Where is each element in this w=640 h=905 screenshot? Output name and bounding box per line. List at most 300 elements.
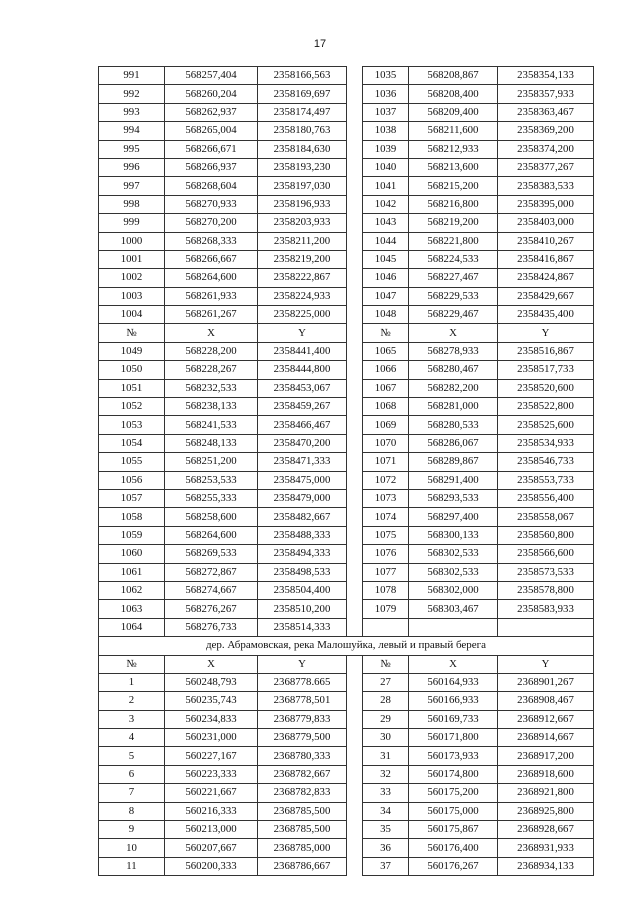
- x-coordinate: 568229,467: [409, 306, 498, 324]
- y-coordinate: 2358444,800: [258, 361, 347, 379]
- table-row: [99, 618, 594, 636]
- column-gap: [347, 379, 363, 397]
- table-row: [99, 729, 594, 747]
- header-x: X: [409, 324, 498, 342]
- point-number: 29: [363, 710, 409, 728]
- x-coordinate: 568282,200: [409, 379, 498, 397]
- y-coordinate: 2358403,000: [498, 214, 594, 232]
- table-row: [99, 765, 594, 783]
- point-number: 37: [363, 857, 409, 875]
- y-coordinate: 2358558,067: [498, 508, 594, 526]
- x-coordinate: 568211,600: [409, 122, 498, 140]
- column-gap: [347, 765, 363, 783]
- x-coordinate: 568238,133: [165, 398, 258, 416]
- point-number: 1046: [363, 269, 409, 287]
- table-row: [99, 453, 594, 471]
- column-gap: [347, 729, 363, 747]
- y-coordinate: 2358475,000: [258, 471, 347, 489]
- point-number: 1067: [363, 379, 409, 397]
- x-coordinate: 568255,333: [165, 489, 258, 507]
- point-number: 1045: [363, 250, 409, 268]
- point-number: 1059: [99, 526, 165, 544]
- y-coordinate: 2358488,333: [258, 526, 347, 544]
- column-gap: [347, 85, 363, 103]
- point-number: 1037: [363, 103, 409, 121]
- point-number: 1061: [99, 563, 165, 581]
- table-row: [99, 802, 594, 820]
- column-gap: [347, 857, 363, 875]
- x-coordinate: 568274,667: [165, 581, 258, 599]
- y-coordinate: 2358169,697: [258, 85, 347, 103]
- y-coordinate: 2358504,400: [258, 581, 347, 599]
- x-coordinate: 560221,667: [165, 784, 258, 802]
- x-coordinate: 568241,533: [165, 416, 258, 434]
- table-row: [99, 361, 594, 379]
- table-row: [99, 122, 594, 140]
- x-coordinate: 568276,733: [165, 618, 258, 636]
- point-number: 1050: [99, 361, 165, 379]
- x-coordinate: 560235,743: [165, 692, 258, 710]
- point-number: 1000: [99, 232, 165, 250]
- table-row: [99, 103, 594, 121]
- point-number: 992: [99, 85, 165, 103]
- header-y: Y: [498, 324, 594, 342]
- point-number: 28: [363, 692, 409, 710]
- header-number: №: [99, 655, 165, 673]
- point-number: 1042: [363, 195, 409, 213]
- x-coordinate: 568286,067: [409, 434, 498, 452]
- x-coordinate: 568266,671: [165, 140, 258, 158]
- x-coordinate: 560175,200: [409, 784, 498, 802]
- column-gap: [347, 600, 363, 618]
- table-row: [99, 710, 594, 728]
- x-coordinate: 560169,733: [409, 710, 498, 728]
- y-coordinate: 2358174,497: [258, 103, 347, 121]
- x-coordinate: 568264,600: [165, 526, 258, 544]
- x-coordinate: 568261,933: [165, 287, 258, 305]
- column-gap: [347, 140, 363, 158]
- table-row: [99, 784, 594, 802]
- column-gap: [347, 324, 363, 342]
- x-coordinate: 568228,267: [165, 361, 258, 379]
- y-coordinate: 2358553,733: [498, 471, 594, 489]
- point-number: 8: [99, 802, 165, 820]
- table-row: [99, 600, 594, 618]
- y-coordinate: 2358441,400: [258, 342, 347, 360]
- point-number: 1004: [99, 306, 165, 324]
- y-coordinate: 2358184,630: [258, 140, 347, 158]
- x-coordinate: 568227,467: [409, 269, 498, 287]
- table-row: [99, 416, 594, 434]
- header-x: X: [165, 324, 258, 342]
- point-number: 1035: [363, 67, 409, 85]
- page-number: 17: [313, 38, 327, 50]
- x-coordinate: 568303,467: [409, 600, 498, 618]
- table-row: [99, 250, 594, 268]
- y-coordinate: 2368912,667: [498, 710, 594, 728]
- point-number: 7: [99, 784, 165, 802]
- point-number: 991: [99, 67, 165, 85]
- x-coordinate: 560234,833: [165, 710, 258, 728]
- y-coordinate: 2358369,200: [498, 122, 594, 140]
- x-coordinate: 568251,200: [165, 453, 258, 471]
- x-coordinate: 560216,333: [165, 802, 258, 820]
- point-number: 1036: [363, 85, 409, 103]
- point-number: 1072: [363, 471, 409, 489]
- y-coordinate: 2358482,667: [258, 508, 347, 526]
- point-number: 1075: [363, 526, 409, 544]
- table-row: [99, 67, 594, 85]
- point-number: 999: [99, 214, 165, 232]
- table-row: [99, 140, 594, 158]
- x-coordinate: 568260,204: [165, 85, 258, 103]
- point-number: 27: [363, 673, 409, 691]
- y-coordinate: 2358166,563: [258, 67, 347, 85]
- point-number: 1056: [99, 471, 165, 489]
- header-y: Y: [258, 655, 347, 673]
- point-number: 1064: [99, 618, 165, 636]
- table-row: [99, 526, 594, 544]
- column-gap: [347, 471, 363, 489]
- y-coordinate: 2368785,000: [258, 839, 347, 857]
- y-coordinate: 2358516,867: [498, 342, 594, 360]
- table-row: [99, 398, 594, 416]
- x-coordinate: 560171,800: [409, 729, 498, 747]
- header-row: [99, 324, 594, 342]
- point-number: 35: [363, 821, 409, 839]
- table-row: [99, 85, 594, 103]
- y-coordinate: 2358211,200: [258, 232, 347, 250]
- x-coordinate: 568232,533: [165, 379, 258, 397]
- y-coordinate: 2358180,763: [258, 122, 347, 140]
- column-gap: [347, 103, 363, 121]
- column-gap: [347, 526, 363, 544]
- y-coordinate: 2358560,800: [498, 526, 594, 544]
- y-coordinate: 2368917,200: [498, 747, 594, 765]
- x-coordinate: 560164,933: [409, 673, 498, 691]
- point-number: 32: [363, 765, 409, 783]
- point-number: 1066: [363, 361, 409, 379]
- point-number: 1041: [363, 177, 409, 195]
- y-coordinate: 2358522,800: [498, 398, 594, 416]
- x-coordinate: 560227,167: [165, 747, 258, 765]
- header-y: Y: [498, 655, 594, 673]
- y-coordinate: 2358453,067: [258, 379, 347, 397]
- point-number: [363, 618, 409, 636]
- point-number: 30: [363, 729, 409, 747]
- x-coordinate: 568300,133: [409, 526, 498, 544]
- point-number: 33: [363, 784, 409, 802]
- x-coordinate: [409, 618, 498, 636]
- point-number: 1051: [99, 379, 165, 397]
- point-number: 1063: [99, 600, 165, 618]
- y-coordinate: 2368778.665: [258, 673, 347, 691]
- point-number: 1058: [99, 508, 165, 526]
- y-coordinate: 2358479,000: [258, 489, 347, 507]
- x-coordinate: 568266,667: [165, 250, 258, 268]
- x-coordinate: 568208,400: [409, 85, 498, 103]
- y-coordinate: 2368779,833: [258, 710, 347, 728]
- column-gap: [347, 232, 363, 250]
- y-coordinate: 2358424,867: [498, 269, 594, 287]
- x-coordinate: 560176,400: [409, 839, 498, 857]
- point-number: 1040: [363, 158, 409, 176]
- y-coordinate: 2358546,733: [498, 453, 594, 471]
- y-coordinate: 2358196,933: [258, 195, 347, 213]
- point-number: 1079: [363, 600, 409, 618]
- point-number: 1055: [99, 453, 165, 471]
- table-row: [99, 489, 594, 507]
- section-title: дер. Абрамовская, река Малошуйка, левый и правый берега: [99, 637, 594, 655]
- point-number: 36: [363, 839, 409, 857]
- point-number: 1069: [363, 416, 409, 434]
- x-coordinate: 560176,267: [409, 857, 498, 875]
- y-coordinate: 2358354,133: [498, 67, 594, 85]
- y-coordinate: 2358534,933: [498, 434, 594, 452]
- column-gap: [347, 821, 363, 839]
- column-gap: [347, 489, 363, 507]
- point-number: 1070: [363, 434, 409, 452]
- column-gap: [347, 839, 363, 857]
- x-coordinate: 568262,937: [165, 103, 258, 121]
- x-coordinate: 560213,000: [165, 821, 258, 839]
- x-coordinate: 568278,933: [409, 342, 498, 360]
- table-row: [99, 306, 594, 324]
- x-coordinate: 568302,000: [409, 581, 498, 599]
- x-coordinate: 560173,933: [409, 747, 498, 765]
- y-coordinate: 2358566,600: [498, 545, 594, 563]
- table-row: [99, 287, 594, 305]
- header-number: №: [99, 324, 165, 342]
- x-coordinate: 560166,933: [409, 692, 498, 710]
- x-coordinate: 560200,333: [165, 857, 258, 875]
- y-coordinate: 2358510,200: [258, 600, 347, 618]
- x-coordinate: 568257,404: [165, 67, 258, 85]
- x-coordinate: 568216,800: [409, 195, 498, 213]
- y-coordinate: 2368931,933: [498, 839, 594, 857]
- y-coordinate: 2358203,933: [258, 214, 347, 232]
- y-coordinate: 2368785,500: [258, 802, 347, 820]
- y-coordinate: 2358556,400: [498, 489, 594, 507]
- column-gap: [347, 250, 363, 268]
- x-coordinate: 560175,867: [409, 821, 498, 839]
- column-gap: [347, 287, 363, 305]
- y-coordinate: 2358459,267: [258, 398, 347, 416]
- x-coordinate: 568209,400: [409, 103, 498, 121]
- y-coordinate: 2358525,600: [498, 416, 594, 434]
- column-gap: [347, 214, 363, 232]
- table-row: [99, 195, 594, 213]
- x-coordinate: 568268,333: [165, 232, 258, 250]
- x-coordinate: 568268,604: [165, 177, 258, 195]
- point-number: 4: [99, 729, 165, 747]
- x-coordinate: 568302,533: [409, 563, 498, 581]
- header-number: №: [363, 324, 409, 342]
- y-coordinate: 2358498,533: [258, 563, 347, 581]
- table-row: [99, 434, 594, 452]
- y-coordinate: 2368918,600: [498, 765, 594, 783]
- point-number: 1074: [363, 508, 409, 526]
- y-coordinate: 2358583,933: [498, 600, 594, 618]
- table-row: [99, 692, 594, 710]
- y-coordinate: 2368921,800: [498, 784, 594, 802]
- header-x: X: [165, 655, 258, 673]
- coordinates-table: [98, 66, 594, 876]
- y-coordinate: [498, 618, 594, 636]
- x-coordinate: 568280,533: [409, 416, 498, 434]
- x-coordinate: 568215,200: [409, 177, 498, 195]
- y-coordinate: 2358222,867: [258, 269, 347, 287]
- column-gap: [347, 563, 363, 581]
- x-coordinate: 568229,533: [409, 287, 498, 305]
- y-coordinate: 2358470,200: [258, 434, 347, 452]
- table-row: [99, 821, 594, 839]
- y-coordinate: 2358219,200: [258, 250, 347, 268]
- x-coordinate: 568291,400: [409, 471, 498, 489]
- x-coordinate: 560207,667: [165, 839, 258, 857]
- x-coordinate: 568253,533: [165, 471, 258, 489]
- point-number: 6: [99, 765, 165, 783]
- y-coordinate: 2358383,533: [498, 177, 594, 195]
- column-gap: [347, 434, 363, 452]
- point-number: 1068: [363, 398, 409, 416]
- table-row: [99, 673, 594, 691]
- column-gap: [347, 306, 363, 324]
- x-coordinate: 568280,467: [409, 361, 498, 379]
- point-number: 1038: [363, 122, 409, 140]
- x-coordinate: 568228,200: [165, 342, 258, 360]
- point-number: 5: [99, 747, 165, 765]
- point-number: 3: [99, 710, 165, 728]
- y-coordinate: 2358578,800: [498, 581, 594, 599]
- column-gap: [347, 784, 363, 802]
- point-number: 1054: [99, 434, 165, 452]
- y-coordinate: 2358225,000: [258, 306, 347, 324]
- table-row: [99, 232, 594, 250]
- x-coordinate: 568264,600: [165, 269, 258, 287]
- point-number: 1001: [99, 250, 165, 268]
- y-coordinate: 2358197,030: [258, 177, 347, 195]
- x-coordinate: 568270,933: [165, 195, 258, 213]
- y-coordinate: 2358374,200: [498, 140, 594, 158]
- point-number: 1052: [99, 398, 165, 416]
- y-coordinate: 2358494,333: [258, 545, 347, 563]
- header-number: №: [363, 655, 409, 673]
- table-row: [99, 508, 594, 526]
- table-row: [99, 214, 594, 232]
- x-coordinate: 568272,867: [165, 563, 258, 581]
- x-coordinate: 568281,000: [409, 398, 498, 416]
- table-row: [99, 857, 594, 875]
- y-coordinate: 2358224,933: [258, 287, 347, 305]
- y-coordinate: 2358435,400: [498, 306, 594, 324]
- point-number: 996: [99, 158, 165, 176]
- table-row: [99, 379, 594, 397]
- y-coordinate: 2368782,667: [258, 765, 347, 783]
- y-coordinate: 2358471,333: [258, 453, 347, 471]
- column-gap: [347, 545, 363, 563]
- point-number: 1048: [363, 306, 409, 324]
- y-coordinate: 2358357,933: [498, 85, 594, 103]
- table-row: [99, 158, 594, 176]
- table-row: [99, 581, 594, 599]
- x-coordinate: 560174,800: [409, 765, 498, 783]
- y-coordinate: 2368780,333: [258, 747, 347, 765]
- y-coordinate: 2358429,667: [498, 287, 594, 305]
- x-coordinate: 568302,533: [409, 545, 498, 563]
- y-coordinate: 2358514,333: [258, 618, 347, 636]
- column-gap: [347, 655, 363, 673]
- table-row: [99, 545, 594, 563]
- point-number: 993: [99, 103, 165, 121]
- column-gap: [347, 508, 363, 526]
- x-coordinate: 568261,267: [165, 306, 258, 324]
- point-number: 1062: [99, 581, 165, 599]
- y-coordinate: 2368779,500: [258, 729, 347, 747]
- point-number: 10: [99, 839, 165, 857]
- column-gap: [347, 122, 363, 140]
- x-coordinate: 568213,600: [409, 158, 498, 176]
- column-gap: [347, 618, 363, 636]
- x-coordinate: 568269,533: [165, 545, 258, 563]
- column-gap: [347, 453, 363, 471]
- y-coordinate: 2358410,267: [498, 232, 594, 250]
- x-coordinate: 568224,533: [409, 250, 498, 268]
- y-coordinate: 2368925,800: [498, 802, 594, 820]
- x-coordinate: 560248,793: [165, 673, 258, 691]
- point-number: 1053: [99, 416, 165, 434]
- x-coordinate: 568258,600: [165, 508, 258, 526]
- x-coordinate: 568293,533: [409, 489, 498, 507]
- y-coordinate: 2368914,667: [498, 729, 594, 747]
- y-coordinate: 2368928,667: [498, 821, 594, 839]
- point-number: 11: [99, 857, 165, 875]
- point-number: 997: [99, 177, 165, 195]
- x-coordinate: 560231,000: [165, 729, 258, 747]
- y-coordinate: 2368786,667: [258, 857, 347, 875]
- table-row: [99, 269, 594, 287]
- point-number: 995: [99, 140, 165, 158]
- point-number: 1076: [363, 545, 409, 563]
- y-coordinate: 2368782,833: [258, 784, 347, 802]
- point-number: 1044: [363, 232, 409, 250]
- y-coordinate: 2368934,133: [498, 857, 594, 875]
- x-coordinate: 568221,800: [409, 232, 498, 250]
- table-row: [99, 839, 594, 857]
- table-row: [99, 747, 594, 765]
- point-number: 1057: [99, 489, 165, 507]
- x-coordinate: 568265,004: [165, 122, 258, 140]
- y-coordinate: 2358193,230: [258, 158, 347, 176]
- x-coordinate: 568266,937: [165, 158, 258, 176]
- point-number: 1071: [363, 453, 409, 471]
- column-gap: [347, 158, 363, 176]
- column-gap: [347, 398, 363, 416]
- point-number: 1065: [363, 342, 409, 360]
- column-gap: [347, 673, 363, 691]
- header-row: [99, 655, 594, 673]
- point-number: 9: [99, 821, 165, 839]
- y-coordinate: 2358517,733: [498, 361, 594, 379]
- y-coordinate: 2358377,267: [498, 158, 594, 176]
- x-coordinate: 560175,000: [409, 802, 498, 820]
- y-coordinate: 2358573,533: [498, 563, 594, 581]
- y-coordinate: 2358466,467: [258, 416, 347, 434]
- y-coordinate: 2368901,267: [498, 673, 594, 691]
- x-coordinate: 568208,867: [409, 67, 498, 85]
- point-number: 1043: [363, 214, 409, 232]
- column-gap: [347, 416, 363, 434]
